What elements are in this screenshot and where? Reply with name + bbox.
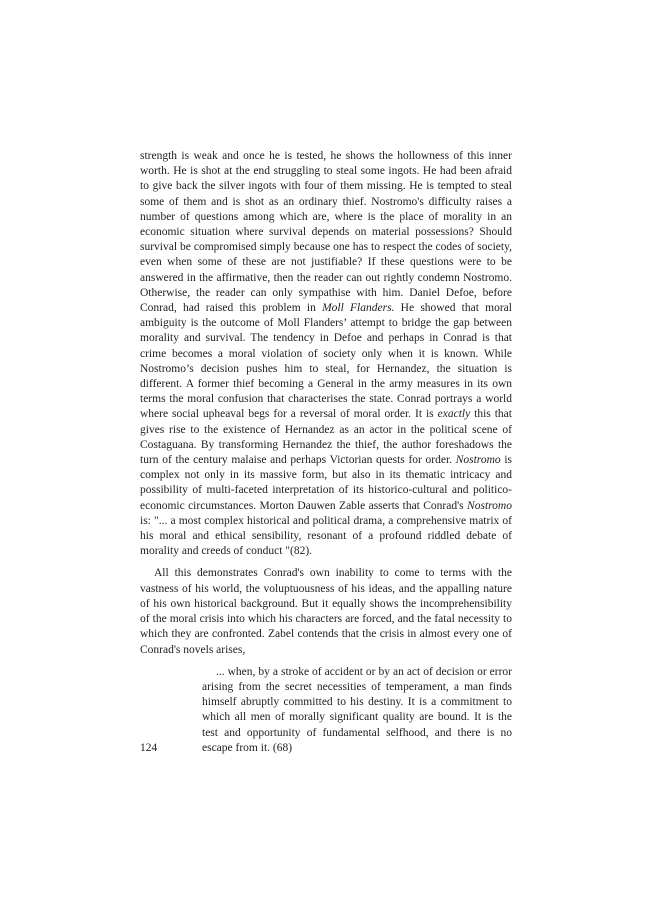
page-number: 124 (140, 742, 158, 754)
block-quote (202, 665, 512, 756)
body-paragraph-2: All this demonstrates Conrad's own inability to come to terms with the vastness of his world, the voluptuousness of his ideas, and the appalling nature of his own historical background. But it equally shows the incomprehensibility of the moral crisis into which his characters are forced, and the fatal necessity to which they are confronted. Zabel contends that the crisis in almost every one of Conrad's novels arises, (140, 567, 512, 656)
text-run: strength is weak and once he is tested, he shows the hollowness of this inner worth. He is shot at the end struggling to steal some ingots. He had been afraid to give back the silver ingots with four of them missing. He is tempted to steal some of them and is shot as an ordinary thief. Nostromo's difficulty raises a number of questions among which are, where is the place of morality in an economic situation where survival depends on material possessions? Should survival be compromised simply because one has to respect the codes of society, even when some of these are not justifiable? If these questions were to be answered in the affirmative, then the reader can out rightly condemn Nostromo. Otherwise, the reader can only sympathise with him. Daniel Defoe, before Conrad, had raised this problem in (140, 150, 512, 315)
text-run: He showed that moral ambiguity is the outcome of Moll Flanders’ attempt to bridge the gap between morality and survival. The tendency in Defoe and perhaps in Conrad is that crime becomes a moral violation of society only when it is known. While Nostromo’s decision pushes him to steal, for Hernandez, the situation is different. A former thief becoming a General in the army measures in its own terms the moral confusion that characterises the state. Conrad portrays a world where social upheaval begs for a reversal of moral order. It is (140, 302, 512, 421)
italic-title: Nostromo (467, 499, 512, 512)
text-run: is: "... a most complex historical and political drama, a comprehensive matrix of his moral and ethical sensibility, resonant of a profound riddled debate of morality and creeds of conduct "(82). (140, 514, 512, 558)
text-run: is complex not only in its massive form, but also in its thematic intricacy and possibility of multi-faceted interpretation of its historico-cultural and politico-economic circumstances. Morton Dauwen Zable asserts that Conrad's (140, 454, 512, 512)
text-run: this that gives rise to the existence of Hernandez as an actor in the political scene of Costaguana. By transforming Hernandez the thief, the author foreshadows the turn of the century malaise and perhaps Victorian quests for order. (140, 408, 512, 467)
block-quote-text: ... when, by a stroke of accident or by an act of decision or error arising from the secret necessities of temperament, a man finds himself abruptly committed to his destiny. It is a commitment to which all men of morally significant quality are bound. It is the test and opportunity of fundamental selfhood, and there is no escape from it. (68) (202, 665, 512, 754)
italic-emphasis: exactly (437, 408, 471, 421)
body-paragraph-1 (140, 149, 512, 559)
italic-title: Moll Flanders. (322, 302, 395, 315)
italic-title: Nostromo (455, 454, 501, 467)
page-body (140, 149, 512, 756)
